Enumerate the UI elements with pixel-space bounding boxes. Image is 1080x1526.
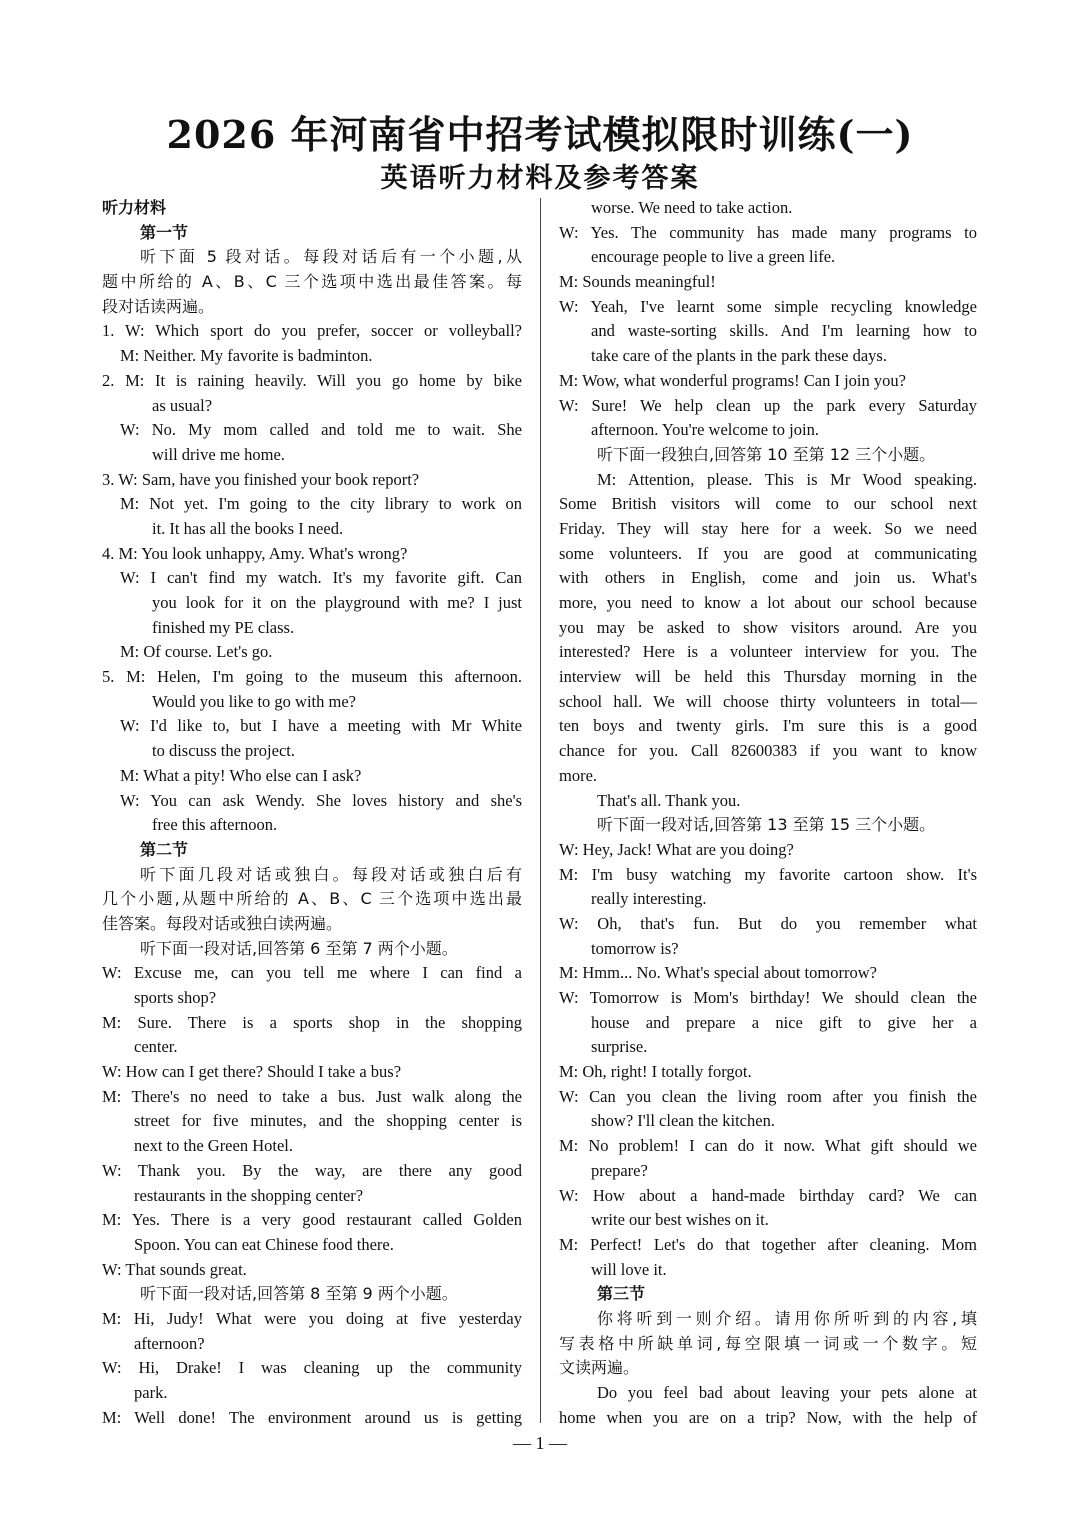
monologue-line: more, you need to know a lot about our school because (559, 593, 977, 612)
page-title: 2026 年河南省中招考试模拟限时训练(一) (166, 112, 914, 157)
dialogue-line: it. It has all the books I need. (152, 518, 344, 538)
dialogue-line: W: Thank you. By the way, are there any good (102, 1160, 522, 1180)
instruction-line: 听下面一段对话,回答第 6 至第 7 两个小题。 (140, 938, 458, 958)
dialogue-line: worse. We need to take action. (591, 198, 793, 217)
dialogue-line: park. (134, 1383, 168, 1402)
section-title: 第三节 (597, 1284, 646, 1304)
dialogue-line: 1. W: Which sport do you prefer, soccer or volleyball? (102, 321, 522, 341)
dialogue-line: take care of the plants in the park these days. (591, 346, 887, 366)
monologue-line: some volunteers. If you are good at communicating (559, 543, 977, 563)
dialogue-line: W: I can't find my watch. It's my favorite gift. Can (120, 568, 522, 588)
dialogue-line: M: Yes. There is a very good restaurant called Golden (102, 1210, 522, 1230)
instruction-line: 你将听到一则介绍。请用你所听到的内容,填 (597, 1308, 977, 1328)
instruction-line: 听下面几段对话或独白。每段对话或独白后有 (140, 864, 522, 884)
dialogue-line: M: Hi, Judy! What were you doing at five yesterday (102, 1308, 522, 1328)
dialogue-line: W: Excuse me, can you tell me where I can find a (102, 963, 522, 983)
monologue-line: you may be asked to show visitors around. Are you (559, 617, 977, 637)
monologue-line: Some British visitors will come to our school next (559, 494, 977, 514)
monologue-line: with others in English, come and join us. What's (559, 568, 977, 588)
passage-line: home when you are on a trip? Now, with the help of (559, 1407, 977, 1427)
section-title: 第一节 (140, 222, 189, 242)
dialogue-line: M: What a pity! Who else can I ask? (120, 765, 362, 785)
dialogue-line: M: Oh, right! I totally forgot. (559, 1062, 752, 1082)
dialogue-line: afternoon? (134, 1333, 205, 1353)
dialogue-line: free this afternoon. (152, 815, 278, 835)
instruction-line: 几个小题,从题中所给的 A、B、C 三个选项中选出最 (102, 889, 522, 909)
instruction-line: 听下面 5 段对话。每段对话后有一个小题,从 (140, 247, 522, 267)
monologue-line: school hall. We will choose thirty volunteers in total— (559, 691, 977, 711)
dialogue-line: and waste-sorting skills. And I'm learning how to (591, 321, 977, 341)
dialogue-line: prepare? (591, 1160, 648, 1180)
dialogue-line: afternoon. You're welcome to join. (591, 420, 819, 440)
monologue-line: interview will be held this Thursday morning in the (559, 667, 977, 687)
dialogue-line: M: Not yet. I'm going to the city library to work on (120, 494, 522, 514)
dialogue-line: W: That sounds great. (102, 1259, 247, 1279)
instruction-line: 写表格中所缺单词,每空限填一词或一个数字。短 (559, 1333, 977, 1353)
dialogue-line: next to the Green Hotel. (134, 1136, 293, 1156)
dialogue-line: M: Neither. My favorite is badminton. (120, 346, 373, 366)
monologue-line: ten boys and twenty girls. I'm sure this is a good (559, 716, 977, 736)
section-title: 第二节 (140, 839, 189, 859)
dialogue-line: 3. W: Sam, have you finished your book report? (102, 469, 420, 489)
dialogue-line: you look for it on the playground with me? I just (152, 593, 522, 612)
right-column (559, 196, 977, 1430)
dialogue-line: W: I'd like to, but I have a meeting with Mr White (120, 716, 522, 736)
dialogue-line: M: Of course. Let's go. (120, 642, 273, 662)
dialogue-line: tomorrow is? (591, 938, 679, 958)
dialogue-line: M: Well done! The environment around us is getting (102, 1407, 522, 1427)
dialogue-line: will drive me home. (152, 444, 285, 464)
monologue-line: M: Attention, please. This is Mr Wood speaking. (597, 469, 977, 489)
dialogue-line: will love it. (591, 1259, 667, 1279)
dialogue-line: W: No. My mom called and told me to wait. She (120, 420, 522, 440)
page-subtitle: 英语听力材料及参考答案 (380, 163, 700, 194)
dialogue-line: M: No problem! I can do it now. What gift should we (559, 1136, 977, 1156)
dialogue-line: W: Hey, Jack! What are you doing? (559, 839, 794, 859)
dialogue-line: M: Sure. There is a sports shop in the shopping (102, 1012, 522, 1032)
dialogue-line: M: Wow, what wonderful programs! Can I join you? (559, 370, 906, 390)
monologue-line: Friday. They will stay here for a week. So we need (559, 518, 977, 538)
dialogue-line: write our best wishes on it. (591, 1210, 769, 1230)
dialogue-line: M: Hmm... No. What's special about tomorrow? (559, 963, 877, 983)
dialogue-line: W: How about a hand-made birthday card? We can (559, 1185, 977, 1205)
instruction-line: 题中所给的 A、B、C 三个选项中选出最佳答案。每 (102, 272, 522, 292)
section-heading: 听力材料 (102, 198, 167, 217)
dialogue-line: Spoon. You can eat Chinese food there. (134, 1234, 394, 1254)
instruction-line: 文读两遍。 (559, 1358, 640, 1378)
monologue-line: interested? Here is a volunteer interview for you. The (559, 642, 977, 662)
dialogue-line: W: Hi, Drake! I was cleaning up the community (102, 1358, 522, 1378)
dialogue-line: encourage people to live a green life. (591, 247, 836, 267)
dialogue-line: 4. M: You look unhappy, Amy. What's wrong? (102, 543, 408, 563)
page-number: — 1 — (513, 1433, 567, 1453)
dialogue-line: W: Yeah, I've learnt some simple recycling knowledge (559, 296, 977, 316)
dialogue-line: M: Sounds meaningful! (559, 272, 716, 292)
instruction-line: 段对话读两遍。 (102, 296, 215, 316)
dialogue-line: 2. M: It is raining heavily. Will you go home by bike (102, 370, 522, 390)
dialogue-line: W: How can I get there? Should I take a bus? (102, 1062, 402, 1082)
monologue-line: chance for you. Call 82600383 if you want to know (559, 741, 977, 761)
left-column (102, 196, 522, 1430)
dialogue-line: W: Oh, that's fun. But do you remember what (559, 913, 977, 933)
instruction-line: 听下面一段对话,回答第 13 至第 15 三个小题。 (597, 815, 936, 835)
dialogue-line: house and prepare a nice gift to give her a (591, 1012, 977, 1032)
dialogue-line: center. (134, 1037, 178, 1057)
dialogue-line: W: You can ask Wendy. She loves history and she's (120, 790, 522, 810)
dialogue-line: restaurants in the shopping center? (134, 1185, 364, 1205)
dialogue-line: W: Sure! We help clean up the park every Saturday (559, 395, 977, 415)
monologue-line: more. (559, 765, 598, 785)
dialogue-line: street for five minutes, and the shopping center is (134, 1111, 522, 1131)
dialogue-line: surprise. (591, 1037, 648, 1057)
dialogue-line: finished my PE class. (152, 617, 295, 637)
instruction-line: 听下面一段对话,回答第 8 至第 9 两个小题。 (140, 1284, 458, 1304)
dialogue-line: M: I'm busy watching my favorite cartoon show. It's (559, 864, 977, 884)
dialogue-line: Would you like to go with me? (152, 691, 356, 711)
instruction-line: 佳答案。每段对话或独白读两遍。 (102, 913, 343, 933)
dialogue-line: show? I'll clean the kitchen. (591, 1111, 775, 1131)
dialogue-line: W: Yes. The community has made many programs to (559, 222, 977, 242)
dialogue-line: 5. M: Helen, I'm going to the museum this afternoon. (102, 667, 522, 687)
column-divider (540, 198, 541, 1423)
dialogue-line: W: Can you clean the living room after you finish the (559, 1086, 977, 1106)
dialogue-line: to discuss the project. (152, 741, 295, 761)
dialogue-line: M: Perfect! Let's do that together after cleaning. Mom (559, 1234, 977, 1254)
monologue-line: That's all. Thank you. (597, 790, 741, 810)
instruction-line: 听下面一段独白,回答第 10 至第 12 三个小题。 (597, 444, 936, 464)
passage-line: Do you feel bad about leaving your pets alone at (597, 1383, 977, 1402)
dialogue-line: sports shop? (134, 988, 217, 1007)
dialogue-line: M: There's no need to take a bus. Just walk along the (102, 1086, 522, 1106)
dialogue-line: W: Tomorrow is Mom's birthday! We should clean the (559, 988, 977, 1007)
dialogue-line: as usual? (152, 395, 213, 415)
dialogue-line: really interesting. (591, 889, 707, 909)
